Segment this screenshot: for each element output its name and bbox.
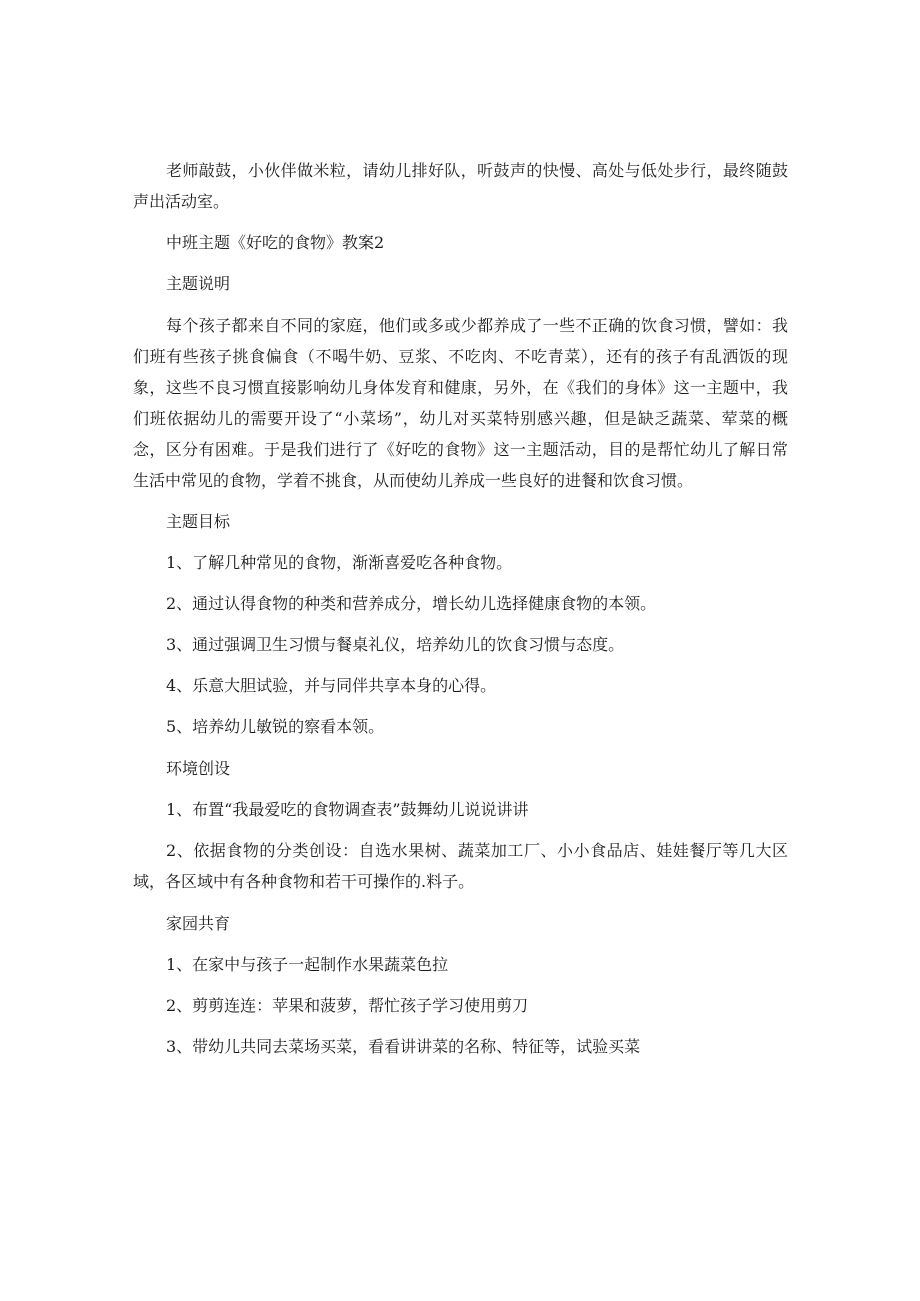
paragraph-theme-description: 每个孩子都来自不同的家庭，他们或多或少都养成了一些不正确的饮食习惯，譬如：我们班有些孩子挑食偏食（不喝牛奶、豆浆、不吃肉、不吃青菜），还有的孩子有乱洒饭的现象，这些不良习惯直接影响幼儿身体发育和健康，另外，在《我们的身体》这一主题中，我们班依据幼儿的需要开设了“小菜场”，幼儿对买菜特别感兴趣，但是缺乏蔬菜、荤菜的概念，区分有困难。于是我们进行了《好吃的食物》这一主题活动，目的是帮忙幼儿了解日常生活中常见的食物，学着不挑食，从而使幼儿养成一些良好的进餐和饮食习惯。 [133,316,788,490]
section-heading-theme-goals: 主题目标 [166,512,231,531]
section-heading-environment: 环境创设 [166,759,231,778]
home-school-item: 1、在家中与孩子一起制作水果蔬菜色拉 [166,955,449,974]
goal-item: 5、培养幼儿敏锐的察看本领。 [166,717,385,736]
goal-item: 3、通过强调卫生习惯与餐桌礼仪，培养幼儿的饮食习惯与态度。 [166,635,625,654]
goal-item: 2、通过认得食物的种类和营养成分，增长幼儿选择健康食物的本领。 [166,594,657,613]
section-heading-theme-description: 主题说明 [166,274,231,293]
environment-item: 2、依据食物的分类创设：自选水果树、蔬菜加工厂、小小食品店、娃娃餐厅等几大区域，各区域中有各种食物和若干可操作的.料子。 [133,841,788,891]
home-school-item: 3、带幼儿共同去菜场买菜，看看讲讲菜的名称、特征等，试验买菜 [166,1037,641,1056]
section-heading-home-school: 家园共育 [166,914,231,933]
goal-item: 1、了解几种常见的食物，渐渐喜爱吃各种食物。 [166,553,513,572]
goal-item: 4、乐意大胆试验，并与同伴共享本身的心得。 [166,676,497,695]
paragraph-drum-activity: 老师敲鼓，小伙伴做米粒，请幼儿排好队，听鼓声的快慢、高处与低处步行，最终随鼓声出活动室。 [133,161,788,211]
environment-item: 1、布置“我最爱吃的食物调查表”鼓舞幼儿说说讲讲 [166,800,529,819]
home-school-item: 2、剪剪连连：苹果和菠萝，帮忙孩子学习使用剪刀 [166,996,529,1015]
lesson-plan-title: 中班主题《好吃的食物》教案2 [166,233,385,252]
document-body [133,155,788,1062]
